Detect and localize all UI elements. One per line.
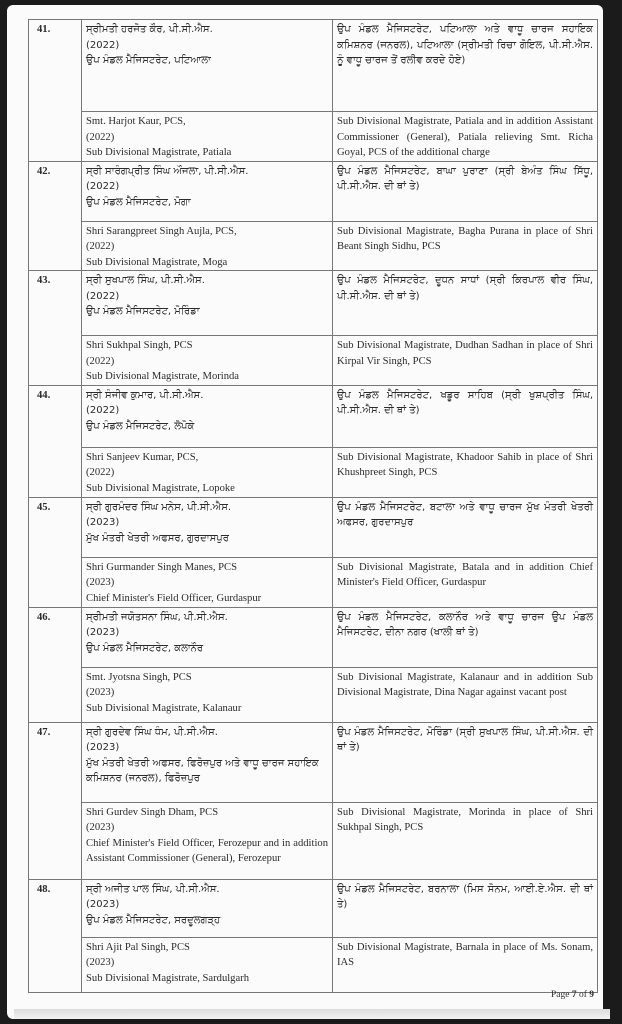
posting-english: Sub Divisional Magistrate, Patiala and in addition Assistant Commissioner (General), Patiala relieving Smt. Richa Goyal, PCS of the additional charge <box>333 112 598 162</box>
officer-name-punjabi <box>82 607 333 667</box>
officer-name-punjabi <box>82 20 333 112</box>
name-line: ਸ੍ਰੀਮਤੀ ਹਰਜੋਤ ਕੌਰ, ਪੀ.ਸੀ.ਐਸ. <box>86 24 213 35</box>
name-line: ਸ੍ਰੀ ਗੁਰਮੰਦਰ ਸਿੰਘ ਮਨੇਸ, ਪੀ.ਸੀ.ਐਸ. <box>86 501 232 513</box>
serial-number: 41. <box>29 20 82 162</box>
name-line: (2023) <box>86 822 115 833</box>
name-line: (2023) <box>86 957 115 968</box>
officer-name-english <box>82 221 333 271</box>
name-line: Sub Divisional Magistrate, Moga <box>86 256 228 268</box>
officer-name-english <box>82 667 333 722</box>
name-line: Smt. Harjot Kaur, PCS, <box>86 116 186 127</box>
transfer-table <box>28 19 598 993</box>
serial-number: 46. <box>29 607 82 722</box>
entry-row-english <box>29 112 598 162</box>
name-line: (2023) <box>86 899 120 910</box>
entry-row-punjabi <box>29 722 598 802</box>
entry-row-punjabi <box>29 271 598 336</box>
entry-row-english <box>29 336 598 386</box>
name-line: ਸ੍ਰੀ ਗੁਰਦੇਵ ਸਿੰਘ ਧੰਮ, ਪੀ.ਸੀ.ਐਸ. <box>86 726 218 738</box>
name-line: (2022) <box>86 290 120 302</box>
officer-name-english <box>82 802 333 879</box>
name-line: (2023) <box>86 742 120 753</box>
name-line: Sub Divisional Magistrate, Kalanaur <box>86 702 242 714</box>
name-line: (2022) <box>86 467 115 478</box>
name-line: Shri Sanjeev Kumar, PCS, <box>86 451 199 463</box>
name-line: ਉਪ ਮੰਡਲ ਮੈਜਿਸਟਰੇਟ, ਮੋਰਿੰਡਾ <box>86 306 200 317</box>
name-line: Sub Divisional Magistrate, Patiala <box>86 147 232 158</box>
name-line: Shri Sarangpreet Singh Aujla, PCS, <box>86 225 237 237</box>
name-line: ਸ੍ਰੀ ਸਾਰੰਗਪ੍ਰੀਤ ਸਿੰਘ ਔਜਲਾ, ਪੀ.ਸੀ.ਐਸ. <box>86 165 249 177</box>
name-line: Chief Minister's Field Officer, Ferozepur and in addition Assistant Commissioner (General), Ferozepur <box>86 837 328 864</box>
officer-name-punjabi <box>82 385 333 447</box>
officer-name-punjabi <box>82 497 333 557</box>
name-line: ਮੁੱਖ ਮੰਤਰੀ ਖੇਤਰੀ ਅਫਸਰ, ਗੁਰਦਾਸਪੁਰ <box>86 532 229 544</box>
entry-row-punjabi <box>29 161 598 221</box>
posting-punjabi: ਉਪ ਮੰਡਲ ਮੈਜਿਸਟਰੇਟ, ਬਟਾਲਾ ਅਤੇ ਵਾਧੂ ਚਾਰਜ ਮੁੱਖ ਮੰਤਰੀ ਖੇਤਰੀ ਅਫਸਰ, ਗੁਰਦਾਸਪੁਰ <box>333 497 598 557</box>
entry-row-punjabi <box>29 879 598 937</box>
posting-punjabi: ਉਪ ਮੰਡਲ ਮੈਜਿਸਟਰੇਟ, ਕਲਾਨੌਰ ਅਤੇ ਵਾਧੂ ਚਾਰਜ ਉਪ ਮੰਡਲ ਮੈਜਿਸਟਰੇਟ, ਦੀਨਾ ਨਗਰ (ਖਾਲੀ ਥਾਂ ਤੇ) <box>333 607 598 667</box>
name-line: Shri Gurmander Singh Manes, PCS <box>86 561 237 573</box>
name-line: ਸ੍ਰੀ ਸੰਜੀਵ ਕੁਮਾਰ, ਪੀ.ਸੀ.ਐਸ. <box>86 389 204 401</box>
name-line: ਉਪ ਮੰਡਲ ਮੈਜਿਸਟਰੇਟ, ਲੋਪੋਕੇ <box>86 420 195 432</box>
name-line: Sub Divisional Magistrate, Sardulgarh <box>86 972 250 984</box>
name-line: (2022) <box>86 181 120 192</box>
name-line: ਉਪ ਮੰਡਲ ਮੈਜਿਸਟਰੇਟ, ਮੋਗਾ <box>86 196 191 208</box>
officer-name-english <box>82 112 333 162</box>
posting-punjabi: ਉਪ ਮੰਡਲ ਮੈਜਿਸਟਰੇਟ, ਦੂਧਨ ਸਾਧਾਂ (ਸ੍ਰੀ ਕਿਰਪਾਲ ਵੀਰ ਸਿੰਘ, ਪੀ.ਸੀ.ਐਸ. ਦੀ ਥਾਂ ਤੇ) <box>333 271 598 336</box>
officer-name-english <box>82 937 333 992</box>
page-edge <box>14 1009 610 1019</box>
name-line: ਸ੍ਰੀ ਸੁਖਪਾਲ ਸਿੰਘ, ਪੀ.ਸੀ.ਐਸ. <box>86 275 205 286</box>
entry-row-english <box>29 802 598 879</box>
name-line: ਸ੍ਰੀ ਅਜੀਤ ਪਾਲ ਸਿੰਘ, ਪੀ.ਸੀ.ਐਸ. <box>86 883 220 895</box>
name-line: ਮੁੱਖ ਮੰਤਰੀ ਖੇਤਰੀ ਅਫਸਰ, ਫਿਰੋਜ਼ਪੁਰ ਅਤੇ ਵਾਧੂ ਚਾਰਜ ਸਹਾਇਕ ਕਮਿਸ਼ਨਰ (ਜਨਰਲ), ਫਿਰੋਜ਼ਪੁਰ <box>86 757 319 784</box>
officer-name-english <box>82 557 333 607</box>
name-line: (2022) <box>86 39 120 51</box>
name-line: ਸ੍ਰੀਮਤੀ ਜਯੋਤਸਨਾ ਸਿੰਘ, ਪੀ.ਸੀ.ਐਸ. <box>86 611 228 623</box>
posting-english: Sub Divisional Magistrate, Dudhan Sadhan in place of Shri Kirpal Vir Singh, PCS <box>333 336 598 386</box>
name-line: Shri Gurdev Singh Dham, PCS <box>86 806 219 818</box>
name-line: (2023) <box>86 627 120 638</box>
name-line: (2023) <box>86 577 115 588</box>
posting-english: Sub Divisional Magistrate, Bagha Purana in place of Shri Beant Singh Sidhu, PCS <box>333 221 598 271</box>
entry-row-english <box>29 447 598 497</box>
name-line: (2022) <box>86 241 115 252</box>
entry-row-english <box>29 937 598 992</box>
posting-english: Sub Divisional Magistrate, Khadoor Sahib in place of Shri Khushpreet Singh, PCS <box>333 447 598 497</box>
name-line: ਉਪ ਮੰਡਲ ਮੈਜਿਸਟਰੇਟ, ਕਲਾਨੌਰ <box>86 642 204 654</box>
serial-number: 48. <box>29 879 82 992</box>
name-line: Shri Ajit Pal Singh, PCS <box>86 941 190 953</box>
name-line: Shri Sukhpal Singh, PCS <box>86 340 193 351</box>
serial-number: 42. <box>29 161 82 271</box>
document-page <box>7 5 603 1019</box>
serial-number: 44. <box>29 385 82 497</box>
name-line: (2022) <box>86 405 120 416</box>
name-line: (2023) <box>86 517 120 528</box>
posting-punjabi: ਉਪ ਮੰਡਲ ਮੈਜਿਸਟਰੇਟ, ਮੋਰਿੰਡਾ (ਸ੍ਰੀ ਸੁਖਪਾਲ ਸਿੰਘ, ਪੀ.ਸੀ.ਐਸ. ਦੀ ਥਾਂ ਤੇ) <box>333 722 598 802</box>
serial-number: 45. <box>29 497 82 607</box>
posting-punjabi: ਉਪ ਮੰਡਲ ਮੈਜਿਸਟਰੇਟ, ਬਰਨਾਲਾ (ਮਿਸ ਸੋਨਮ, ਆਈ.ਏ.ਐਸ. ਦੀ ਥਾਂ ਤੇ) <box>333 879 598 937</box>
posting-punjabi: ਉਪ ਮੰਡਲ ਮੈਜਿਸਟਰੇਟ, ਬਾਘਾ ਪੁਰਾਣਾ (ਸ੍ਰੀ ਬੇਅੰਤ ਸਿੰਘ ਸਿੱਧੂ, ਪੀ.ਸੀ.ਐਸ. ਦੀ ਥਾਂ ਤੇ) <box>333 161 598 221</box>
entry-row-english <box>29 557 598 607</box>
name-line: (2022) <box>86 131 115 143</box>
serial-number: 43. <box>29 271 82 386</box>
entry-row-punjabi <box>29 497 598 557</box>
entry-row-punjabi <box>29 607 598 667</box>
officer-name-punjabi <box>82 879 333 937</box>
officer-name-punjabi <box>82 271 333 336</box>
posting-punjabi: ਉਪ ਮੰਡਲ ਮੈਜਿਸਟਰੇਟ, ਖਡੂਰ ਸਾਹਿਬ (ਸ੍ਰੀ ਖੁਸ਼ਪ੍ਰੀਤ ਸਿੰਘ, ਪੀ.ਸੀ.ਐਸ. ਦੀ ਥਾਂ ਤੇ) <box>333 385 598 447</box>
name-line: Sub Divisional Magistrate, Morinda <box>86 371 240 382</box>
name-line: ਉਪ ਮੰਡਲ ਮੈਜਿਸਟਰੇਟ, ਪਟਿਆਲਾ <box>86 55 211 66</box>
name-line: (2022) <box>86 355 115 367</box>
posting-english: Sub Divisional Magistrate, Kalanaur and in addition Sub Divisional Magistrate, Dina Nagar against vacant post <box>333 667 598 722</box>
page-number: Page 7 of 9 <box>550 990 594 1000</box>
officer-name-english <box>82 447 333 497</box>
entry-row-english <box>29 667 598 722</box>
officer-name-punjabi <box>82 161 333 221</box>
serial-number: 47. <box>29 722 82 879</box>
name-line: ਉਪ ਮੰਡਲ ਮੈਜਿਸਟਰੇਟ, ਸਰਦੂਲਗੜ੍ਹ <box>86 914 221 926</box>
posting-english: Sub Divisional Magistrate, Barnala in place of Ms. Sonam, IAS <box>333 937 598 992</box>
posting-english: Sub Divisional Magistrate, Morinda in place of Shri Sukhpal Singh, PCS <box>333 802 598 879</box>
name-line: Sub Divisional Magistrate, Lopoke <box>86 482 235 494</box>
name-line: Smt. Jyotsna Singh, PCS <box>86 671 192 683</box>
entry-row-punjabi <box>29 385 598 447</box>
posting-punjabi: ਉਪ ਮੰਡਲ ਮੈਜਿਸਟਰੇਟ, ਪਟਿਆਲਾ ਅਤੇ ਵਾਧੂ ਚਾਰਜ ਸਹਾਇਕ ਕਮਿਸ਼ਨਰ (ਜਨਰਲ), ਪਟਿਆਲਾ (ਸ੍ਰੀਮਤੀ ਰਿਚਾ ਗੋਇਲ, ਪੀ.ਸੀ.ਐਸ. ਨੂੰ ਵਾਧੂ ਚਾਰਜ ਤੋਂ ਰਲੀਵ ਕਰਦੇ ਹੋਏ) <box>333 20 598 112</box>
posting-english: Sub Divisional Magistrate, Batala and in addition Chief Minister's Field Officer, Gurdaspur <box>333 557 598 607</box>
officer-name-english <box>82 336 333 386</box>
entry-row-english <box>29 221 598 271</box>
name-line: Chief Minister's Field Officer, Gurdaspur <box>86 592 262 604</box>
entry-row-punjabi <box>29 20 598 112</box>
name-line: (2023) <box>86 687 115 698</box>
officer-name-punjabi <box>82 722 333 802</box>
